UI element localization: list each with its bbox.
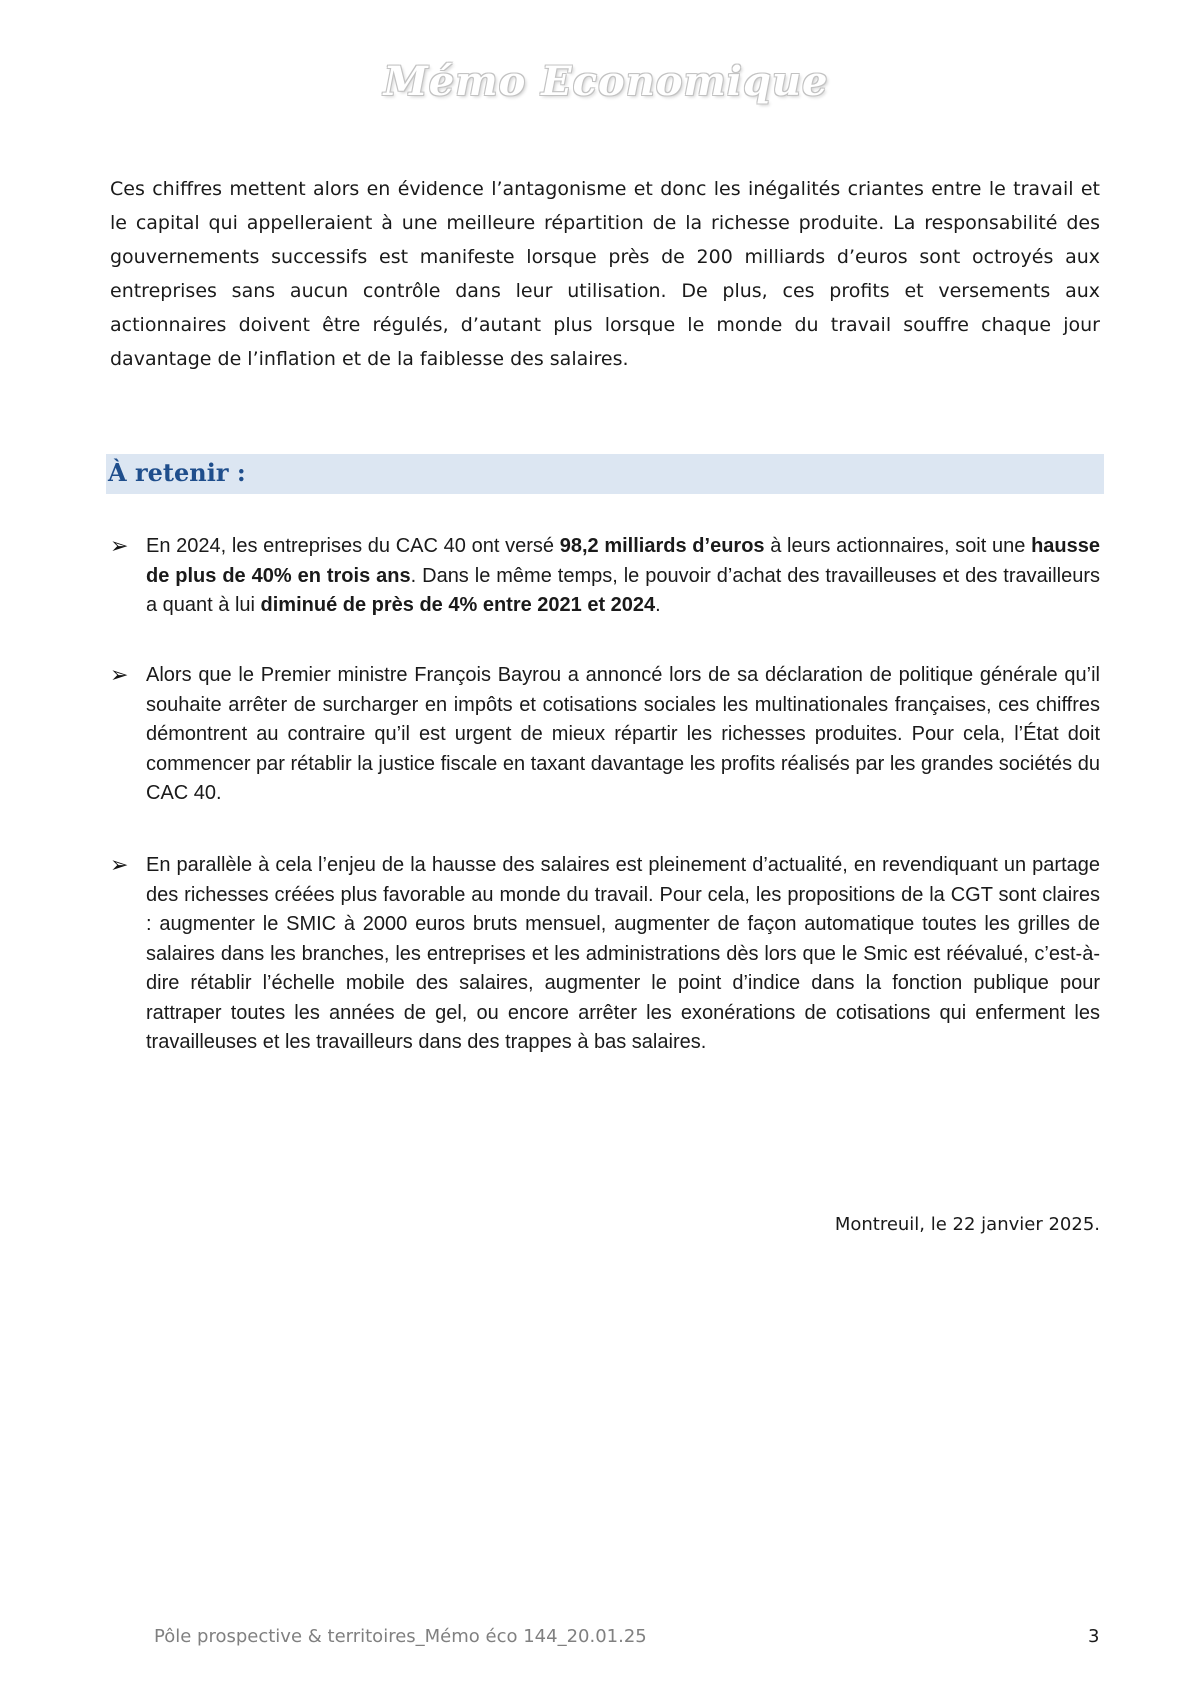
signature-place-date: Montreuil, le 22 janvier 2025. xyxy=(834,1214,1100,1235)
retain-bullet-3-text: En parallèle à cela l’enjeu de la hausse des salaires est pleinement d’actualité, en revendiquant un partage des richesses créées plus favorable au monde du travail. Pour cela, les propositions de la CGT sont claires : augmenter le SMIC à 2000 euros bruts mensuel, augmenter de façon automatique toutes les grilles de salaires dans les branches, les entreprises et les administrations dès lors que le Smic est réévalué, c’est-à-dire rétablir l’échelle mobile des salaires, augmenter le point d’indice dans la fonction publique pour rattraper toutes les années de gel, ou encore arrêter les exonérations de cotisations qui enferment les travailleuses et les travailleurs dans des trappes à bas salaires. xyxy=(146,854,1100,1053)
retain-bullet-2-text: Alors que le Premier ministre François Bayrou a annoncé lors de sa déclaration de politique générale qu’il souhaite arrêter de surcharger en impôts et cotisations sociales les multinationales françaises, ces chiffres démontrent au contraire qu’il est urgent de mieux répartir les richesses produites. Pour cela, l’État doit commencer par rétablir la justice fiscale en taxant davantage les profits réalisés par les grandes sociétés du CAC 40. xyxy=(146,664,1100,804)
arrowhead-bullet-icon: ➢ xyxy=(110,663,129,688)
memo-header-title: Mémo Economique xyxy=(383,58,829,105)
arrowhead-bullet-icon: ➢ xyxy=(110,534,129,559)
retain-section-title: À retenir : xyxy=(108,458,246,487)
retain-section-banner xyxy=(106,454,1104,494)
retain-bullet-1-text: En 2024, les entreprises du CAC 40 ont versé 98,2 milliards d’euros à leurs actionnaires, soit une hausse de plus de 40% en trois ans. Dans le même temps, le pouvoir d’achat des travailleuses et des travailleurs a quant à lui diminué de près de 4% entre 2021 et 2024. xyxy=(146,535,1101,616)
intro-paragraph: Ces chiffres mettent alors en évidence l’antagonisme et donc les inégalités criantes entre le travail et le capital qui appelleraient à une meilleure répartition de la richesse produite. La responsabilité des gouvernements successifs est manifeste lorsque près de 200 milliards d’euros sont octroyés aux entreprises sans aucun contrôle dans leur utilisation. De plus, ces profits et versements aux actionnaires doivent être régulés, d’autant plus lorsque le monde du travail souffre chaque jour davantage de l’inflation et de la faiblesse des salaires. xyxy=(110,178,1100,370)
footer-document-reference: Pôle prospective & territoires_Mémo éco 144_20.01.25 xyxy=(154,1626,647,1647)
footer-page-number: 3 xyxy=(1088,1626,1100,1647)
arrowhead-bullet-icon: ➢ xyxy=(110,853,129,878)
